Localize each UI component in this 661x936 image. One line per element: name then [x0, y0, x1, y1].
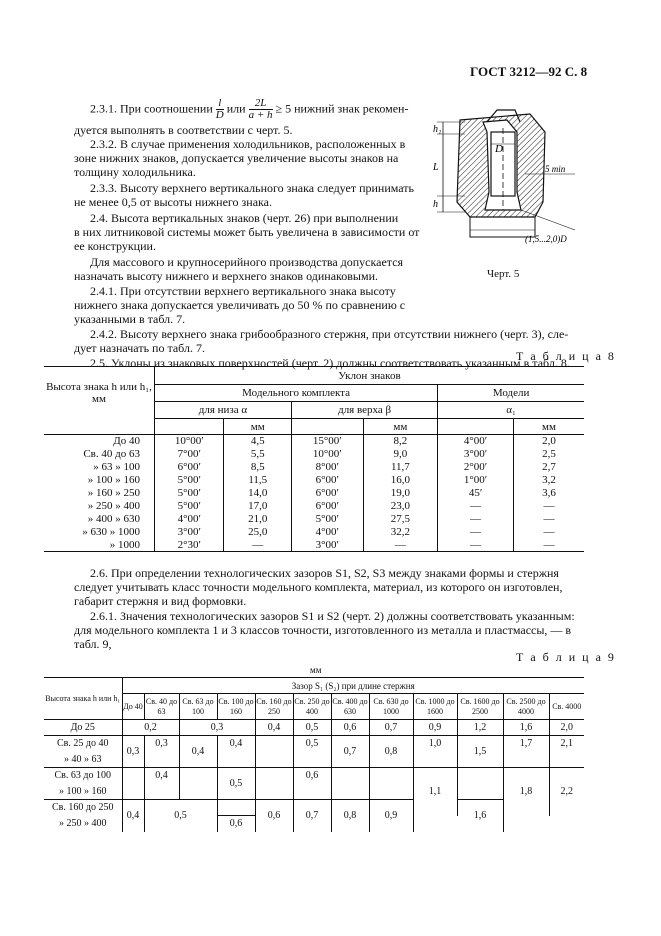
para-line: назначать высоту нижнего и верхнего знаков одинаковыми.	[74, 269, 378, 283]
t9-colhead: Св. 4000	[549, 694, 584, 720]
t9-cell: 0,8	[331, 800, 369, 832]
t9-header-group: Зазор S₁ (S₂) при длине стержня	[122, 678, 584, 694]
t8-header-models: Модели	[438, 385, 584, 402]
t9-rowlabel: » 250 » 400	[44, 816, 122, 832]
t9-cell: 1,0	[413, 736, 457, 752]
t8-cell: 21,0	[224, 513, 292, 526]
t8-cell: 8°00′	[291, 461, 363, 474]
t9-colhead: Св. 630 до 1000	[369, 694, 413, 720]
t9-cell: 0,2	[122, 720, 179, 736]
label-h: h	[433, 199, 438, 210]
t8-cell: 2,7	[542, 461, 556, 473]
para-line: для модельного комплекта 1 и 3 классов точности, изготовленного из металла и пластмассы, — в	[74, 623, 572, 637]
fraction-l-d: $\frac{l}{D}$	[215, 97, 224, 121]
t9-cell: 0,6	[255, 800, 293, 832]
label-5min: 5 min	[545, 164, 566, 174]
t9-cell: 0,9	[413, 720, 457, 736]
t8-row	[44, 500, 584, 513]
t8-cell: —	[543, 538, 555, 551]
t8-cell: 4°00′	[438, 435, 514, 448]
t8-unit: мм	[224, 419, 292, 435]
t9-cell: 0,7	[369, 720, 413, 736]
t8-cell: 3,6	[542, 487, 556, 499]
t8-header-a1: α₁	[438, 402, 584, 419]
t8-row	[44, 461, 584, 474]
t8-cell: 1°00′	[438, 474, 514, 487]
t9-cell: 0,6	[331, 720, 369, 736]
t8-rowlabel: » 630 » 1000	[44, 526, 154, 539]
para-line: 2.4. Высота вертикальных знаков (черт. 26) при выполнении	[90, 211, 399, 225]
t8-cell: 2°30′	[154, 539, 224, 552]
t8-rowlabel: » 100 » 160	[44, 474, 154, 487]
t8-cell: —	[438, 539, 514, 552]
t8-row	[44, 526, 584, 539]
t9-cell: 0,4	[122, 800, 144, 832]
t9-colhead: Св. 250 до 400	[293, 694, 331, 720]
t8-cell: 32,2	[363, 526, 438, 539]
t8-row	[44, 474, 584, 487]
para-line: не менее 0,5 от высоты нижнего знака.	[74, 195, 272, 209]
para-line: следует учитывать класс точности модельного комплекта, материал, из которого он изготовлен,	[74, 580, 563, 594]
t8-cell: 45′	[438, 487, 514, 500]
t8-cell: 15°00′	[291, 435, 363, 448]
fraction-2l-ah: $\frac{2L}{a + h}$	[248, 97, 273, 121]
t8-rowlabel: » 160 » 250	[44, 487, 154, 500]
t9-cell: 1,7	[503, 736, 549, 752]
t8-cell: 6°00′	[291, 474, 363, 487]
t8-cell: —	[363, 539, 438, 552]
para-line: указанными в табл. 7.	[74, 312, 186, 326]
t8-cell: 5°00′	[154, 487, 224, 500]
t8-cell: 6°00′	[154, 461, 224, 474]
t9-cell: 0,6	[217, 816, 255, 832]
para-line: зоне нижних знаков, допускается увеличение высоты знаков на	[74, 151, 399, 165]
t9-cell: 0,3	[122, 736, 144, 768]
label-L: L	[433, 162, 439, 173]
t8-cell: —	[438, 513, 514, 526]
para-line: 2.3.2. В случае применения холодильников, расположенных в	[90, 137, 406, 151]
t8-cell: —	[224, 539, 292, 552]
t9-rowlabel: До 25	[44, 720, 122, 736]
para-line: габарит стержня и вид формовки.	[74, 594, 247, 608]
t8-cell: 4,5	[224, 435, 292, 448]
t8-cell: 19,0	[363, 487, 438, 500]
para-2-6: 2.6. При определении технологических зазоров S1, S2, S3 между знаками формы и стержня	[90, 566, 559, 580]
t8-rowlabel: » 250 » 400	[44, 500, 154, 513]
para-line: ее конструкции.	[74, 239, 156, 253]
t9-cell: 0,4	[217, 736, 255, 752]
t8-cell: 3,2	[542, 474, 556, 486]
t9-colhead: Св. 400 до 630	[331, 694, 369, 720]
t8-cell: —	[438, 526, 514, 539]
t8-cell: 5°00′	[154, 500, 224, 513]
label-h1: h₁	[433, 124, 442, 135]
t9-colhead: Св. 160 до 250	[255, 694, 293, 720]
t9-cell: 1,1	[413, 768, 457, 816]
t8-cell: 11,7	[363, 461, 438, 474]
t9-rowlabel: » 40 » 63	[44, 752, 122, 768]
t8-row	[44, 487, 584, 500]
t9-cell: 1,6	[503, 720, 549, 736]
t8-cell: 5°00′	[154, 474, 224, 487]
t9-colhead: Св. 40 до 63	[144, 694, 179, 720]
t9-cell: 0,7	[293, 800, 331, 832]
t9-cell: 0,5	[217, 768, 255, 800]
t8-row	[44, 448, 584, 461]
t8-header-top: для верха β	[291, 402, 437, 419]
para-line: дуется выполнять в соответствии с черт. 5.	[74, 123, 293, 137]
t9-header-height: Высота знака h или h₁	[44, 678, 122, 720]
t8-cell: —	[438, 500, 514, 513]
t9-cell: 1,2	[457, 720, 503, 736]
t9-cell: 1,5	[457, 736, 503, 768]
t9-cell: 2,1	[560, 738, 573, 750]
table-9	[44, 677, 584, 832]
t9-colhead: Св. 1000 до 1600	[413, 694, 457, 720]
t9-colhead: Св. 2500 до 4000	[503, 694, 549, 720]
t8-unit: мм	[363, 419, 438, 435]
t9-cell: 2,0	[560, 722, 573, 733]
t8-cell: —	[543, 500, 555, 512]
t8-unit: мм	[541, 420, 556, 433]
label-dim: (1,5...2,0)D	[525, 234, 567, 244]
table-8	[44, 366, 584, 552]
t9-cell: 0,4	[144, 768, 179, 784]
t8-header-bottom: для низа α	[154, 402, 291, 419]
t8-cell: 10°00′	[154, 435, 224, 448]
t9-colhead: Св. 63 до 100	[179, 694, 217, 720]
t8-cell: 4°00′	[291, 526, 363, 539]
t9-cell: 0,5	[144, 800, 217, 832]
t8-cell: 11,5	[224, 474, 292, 487]
t8-row	[44, 513, 584, 526]
t8-cell: 6°00′	[291, 500, 363, 513]
figure-caption: Черт. 5	[487, 268, 520, 280]
t8-cell: 7°00′	[154, 448, 224, 461]
para-line: толщину холодильника.	[74, 165, 196, 179]
t9-cell: 2,2	[560, 786, 573, 798]
t8-header-group: Уклон знаков	[154, 367, 584, 385]
t8-cell: 8,5	[224, 461, 292, 474]
t9-cell: 0,4	[179, 736, 217, 768]
t8-cell: 10°00′	[291, 448, 363, 461]
t8-cell: 27,5	[363, 513, 438, 526]
t8-cell: 2,5	[542, 448, 556, 460]
table8-title: Т а б л и ц а 8	[516, 349, 616, 363]
t8-cell: 8,2	[363, 435, 438, 448]
page-header: ГОСТ 3212—92 С. 8	[470, 64, 588, 79]
para-2-3-1: 2.3.1. При соотношении $\frac{l}{D}$ или $\frac{2L}{a + h}$ ≥ 5 нижний знак рекомен-	[90, 97, 409, 121]
para-line: табл. 9,	[74, 637, 112, 651]
t8-cell: 16,0	[363, 474, 438, 487]
t9-colhead: Св. 100 до 160	[217, 694, 255, 720]
t8-cell: 3°00′	[154, 526, 224, 539]
t8-cell: 3°00′	[291, 539, 363, 552]
t8-cell: 23,0	[363, 500, 438, 513]
para-line: 2.4.1. При отсутствии верхнего вертикального знака высоту	[90, 284, 396, 298]
t8-rowlabel: До 40	[44, 435, 154, 448]
t8-cell: —	[543, 513, 555, 525]
t8-rowlabel: Св. 40 до 63	[44, 448, 154, 461]
t8-cell: 25,0	[224, 526, 292, 539]
label-D: D	[495, 143, 503, 155]
figure-5-drawing	[425, 92, 605, 272]
para-line: нижнего знака допускается увеличивать до 50 % по сравнению с	[74, 298, 406, 312]
t8-cell: 5,5	[224, 448, 292, 461]
t8-rowlabel: » 63 » 100	[44, 461, 154, 474]
t8-cell: 6°00′	[291, 487, 363, 500]
t9-cell: 0,8	[369, 736, 413, 768]
t8-cell: 5°00′	[291, 513, 363, 526]
t9-cell: 0,5	[293, 736, 331, 752]
t8-row	[44, 539, 584, 552]
t9-rowlabel: Св. 25 до 40	[44, 736, 122, 752]
para-2-6-1: 2.6.1. Значения технологических зазоров S1 и S2 (черт. 2) должны соответствовать указанным:	[90, 609, 575, 623]
t8-row	[44, 435, 584, 448]
t9-cell: 0,5	[293, 720, 331, 736]
t9-cell: 0,3	[144, 736, 179, 752]
t9-rowlabel: » 100 » 160	[44, 784, 122, 800]
t9-cell: 1,8	[503, 768, 549, 816]
t9-rowlabel: Св. 63 до 100	[44, 768, 122, 784]
t8-cell: 4°00′	[154, 513, 224, 526]
t9-cell: 0,7	[331, 736, 369, 768]
table9-unit: мм	[310, 665, 322, 675]
t8-rowlabel: » 1000	[44, 539, 154, 552]
para-line: 2.5. Уклоны из знаковых поверхностей (черт. 2) должны соответствовать указанным в табл. 8.	[90, 356, 570, 370]
para-line: 2.4.2. Высоту верхнего знака грибообразного стержня, при отсутствии нижнего (черт. 3), сле-	[90, 327, 569, 341]
para-line: дует назначать по табл. 7.	[74, 341, 205, 355]
para-line: Для массового и крупносерийного производства допускается	[90, 255, 404, 269]
t8-cell: 2°00′	[438, 461, 514, 474]
t9-cell: 0,6	[293, 768, 331, 784]
para-line: в них литниковой системы может быть увеличена в зависимости от	[74, 225, 420, 239]
t9-cell: 0,9	[369, 800, 413, 832]
t8-cell: 14,0	[224, 487, 292, 500]
t8-rowlabel: » 400 » 630	[44, 513, 154, 526]
t9-cell: 0,3	[179, 720, 255, 736]
para-line: 2.3.3. Высоту верхнего вертикального знака следует принимать	[90, 181, 415, 195]
t9-cell: 1,6	[457, 800, 503, 832]
t9-colhead: Св. 1600 до 2500	[457, 694, 503, 720]
t9-colhead: До 40	[122, 694, 144, 720]
t9-rowlabel: Св. 160 до 250	[44, 800, 122, 816]
t8-cell: 3°00′	[438, 448, 514, 461]
t8-cell: 9,0	[363, 448, 438, 461]
t8-header-mk: Модельного комплекта	[154, 385, 437, 402]
t8-cell: 17,0	[224, 500, 292, 513]
t8-header-height: Высота знака h или h₁, мм	[44, 367, 154, 419]
t8-cell: 2,0	[542, 435, 556, 448]
t8-cell: —	[543, 526, 555, 538]
table9-title: Т а б л и ц а 9	[516, 650, 616, 664]
t9-cell: 0,4	[255, 720, 293, 736]
